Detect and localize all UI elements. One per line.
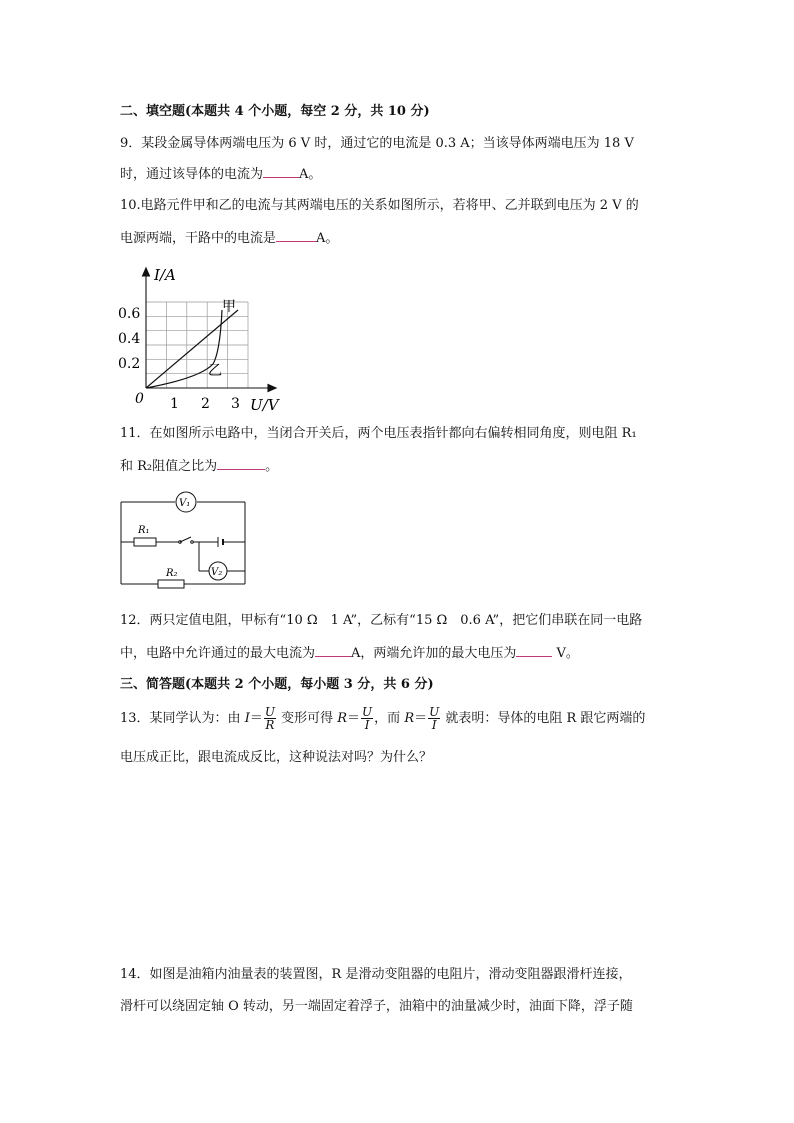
q9-line1: 9．某段金属导体两端电压为 6 V 时，通过它的电流是 0.3 A；当该导体两端电压为 18 V [120, 136, 634, 151]
q9-answer-blank[interactable] [263, 165, 299, 178]
q11-text-after: 。 [265, 459, 279, 474]
q13-frac1-num: U [264, 705, 275, 719]
q13-prefix: 13．某同学认为：由 [120, 711, 245, 726]
q12-text-c: V。 [552, 646, 579, 661]
q14-line2: 滑杆可以绕固定轴 O 转动，另一端固定着浮子，油箱中的油量减少时，油面下降，浮子随 [120, 999, 633, 1014]
q13-eq2: ＝ [347, 711, 361, 726]
q13-frac1-den: R [265, 718, 275, 732]
q13-eq3: ＝ [414, 711, 428, 726]
q13-frac2-num: U [362, 705, 373, 719]
curve-jia-label: 甲 [222, 299, 236, 315]
q11-line2 [120, 457, 278, 476]
x-tick-1: 1 [170, 396, 179, 412]
section-3-heading: 三、简答题(本题共 2 个小题，每小题 3 分，共 6 分) [120, 677, 434, 692]
q13-mid2: ，而 [374, 711, 405, 726]
q13-fraction-2 [361, 706, 373, 731]
q13-var-r: R [337, 711, 348, 726]
switch [179, 537, 194, 543]
q13-answer-area[interactable] [120, 775, 680, 955]
y-tick-0.4: 0.4 [118, 331, 141, 347]
x-tick-2: 2 [201, 396, 210, 412]
q10-line1: 10.电路元件甲和乙的电流与其两端电压的关系如图所示，若将甲、乙并联到电压为 2 V 的 [120, 198, 639, 213]
q13-frac3-den: I [431, 718, 437, 732]
q12-text-b: A，两端允许加的最大电压为 [351, 646, 517, 661]
q13-fraction-3 [428, 706, 440, 731]
r2-label: R₂ [166, 568, 178, 579]
q13-var-r2: R [404, 711, 415, 726]
q14-line1: 14．如图是油箱内油量表的装置图，R 是滑动变阻器的电阻片，滑动变阻器跟滑杆连接， [120, 967, 632, 982]
q13-frac2-den: I [364, 718, 370, 732]
x-tick-3: 3 [231, 396, 240, 412]
y-axis-arrow [143, 268, 150, 276]
q13-var-i: I [244, 711, 250, 726]
y-tick-0.6: 0.6 [118, 306, 141, 322]
q11-answer-blank[interactable] [217, 457, 265, 470]
x-axis-arrow [268, 385, 276, 392]
y-tick-0.2: 0.2 [118, 356, 141, 372]
q10-text-before: 电源两端，干路中的电流是 [120, 231, 277, 246]
q13-line2: 电压成正比，跟电流成反比，这种说法对吗？为什么？ [120, 750, 433, 765]
q13-fraction-1 [264, 706, 276, 731]
origin-label: 0 [135, 391, 144, 407]
q13-frac3-num: U [429, 705, 440, 719]
q12-line1: 12．两只定值电阻，甲标有“10 Ω 1 A”，乙标有“15 Ω 0.6 A”，把它们串联在同一电路 [120, 613, 643, 628]
y-axis-label: I/A [154, 266, 176, 284]
circuit-diagram [118, 490, 250, 590]
r1-label: R₁ [138, 525, 150, 536]
v2-label: V₂ [211, 567, 223, 578]
q10-answer-blank[interactable] [276, 229, 316, 242]
section-2-heading: 二、填空题(本题共 4 个小题，每空 2 分，共 10 分) [120, 104, 430, 119]
q10-text-after: A。 [316, 231, 339, 246]
battery [218, 537, 223, 547]
resistor-r2 [158, 580, 184, 588]
q9-text-before: 时，通过该导体的电流为 [120, 167, 264, 182]
q13-mid1: 变形可得 [276, 711, 338, 726]
q13-line1 [120, 704, 645, 734]
curve-yi-label: 乙 [208, 363, 222, 379]
q12-text-a: 中，电路中允许通过的最大电流为 [120, 646, 316, 661]
q10-line2 [120, 229, 338, 248]
x-axis-label: U/V [250, 396, 279, 414]
v1-label: V₁ [179, 498, 191, 509]
q11-line1: 11．在如图所示电路中，当闭合开关后，两个电压表指针都向右偏转相同角度，则电阻 R₁ [120, 426, 637, 441]
q12-answer-blank-2[interactable] [516, 644, 552, 657]
q12-answer-blank-1[interactable] [315, 644, 351, 657]
q12-line2 [120, 644, 579, 663]
q9-text-after: A。 [299, 167, 322, 182]
resistor-r1 [134, 538, 156, 546]
q11-text-before: 和 R₂阻值之比为 [120, 459, 218, 474]
q13-eq1: ＝ [249, 711, 263, 726]
q9-line2 [120, 165, 321, 184]
q13-suffix: 就表明：导体的电阻 R 跟它两端的 [441, 711, 646, 726]
iu-graph [110, 262, 290, 417]
